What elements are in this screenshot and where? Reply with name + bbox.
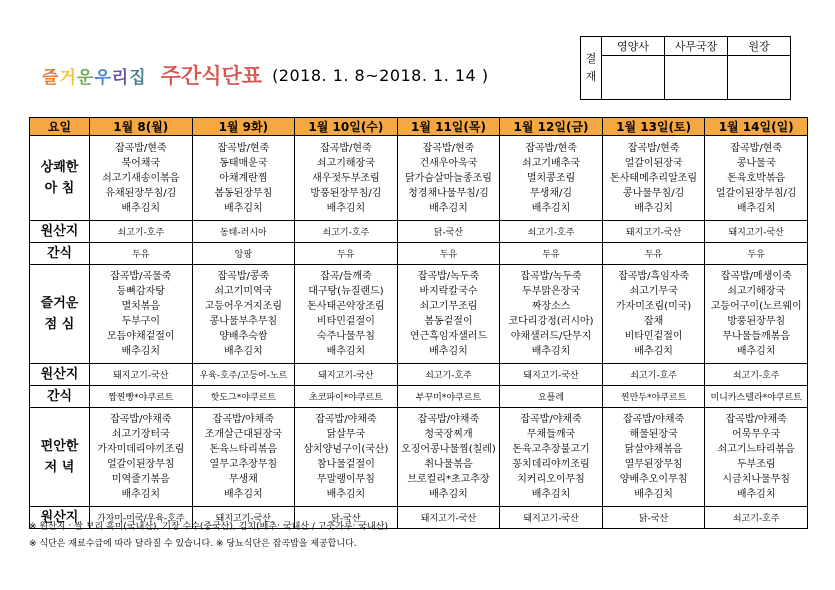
origin-cell: 쇠고기-호주 [397, 364, 500, 386]
menu-item: 대구탕(뉴질랜드) [308, 286, 384, 297]
footnote-notice: ※ 식단은 재료수급에 따라 달라질 수 있습니다. ※ 당뇨식단은 잡곡밥을 제공합니다. [29, 539, 357, 549]
row-label [30, 136, 90, 221]
menu-item: 쇠고기무조림 [419, 301, 478, 312]
column-header-date: 1월 10일(수) [295, 118, 398, 136]
menu-item: 쇠고기장터국 [111, 429, 170, 440]
menu-cell [90, 136, 193, 221]
menu-item: 삼치양념구이(국산) [303, 444, 389, 455]
menu-item: 배추김치 [121, 202, 161, 214]
menu-item: 무생채/김 [530, 187, 573, 199]
menu-item: 양배추숙쌈 [219, 331, 268, 342]
column-header-date: 1월 11일(목) [397, 118, 500, 136]
origin-cell: 쇠고기-호주 [295, 221, 398, 243]
menu-item: 숙주나물무침 [316, 331, 375, 342]
menu-cell [90, 408, 193, 507]
menu-item: 얼갈이된장무침 [106, 459, 175, 470]
menu-item: 배추김치 [429, 346, 468, 357]
row-label: 간식 [30, 386, 90, 408]
menu-item: 배추김치 [429, 202, 468, 214]
origin-cell: 쇠고기-호주 [705, 364, 808, 386]
menu-item: 배추김치 [736, 346, 776, 357]
menu-item: 비타민겉절이 [624, 331, 683, 342]
menu-cell [705, 265, 808, 364]
brand-logo [42, 63, 147, 88]
approval-box [580, 36, 791, 100]
menu-item: 멸치볶음 [121, 301, 161, 312]
menu-item: 돈사태곤약장조림 [307, 301, 385, 312]
brand-letter: 즐 [42, 67, 60, 88]
menu-item: 멸치콩조림 [526, 172, 576, 184]
menu-item: 잡곡밥/녹두죽 [520, 271, 582, 282]
menu-item: 잡곡밥/메생이죽 [720, 271, 792, 282]
menu-item: 잡곡밥/녹두죽 [417, 271, 480, 282]
menu-cell [705, 136, 808, 221]
snack-cell: 두유 [602, 243, 705, 265]
menu-item: 잡곡밥/야채죽 [110, 414, 172, 425]
menu-item: 잡곡밥/흑임자죽 [618, 271, 690, 282]
menu-item: 아채계란찜 [219, 172, 268, 184]
menu-cell [192, 408, 295, 507]
menu-item: 콩나물무침/김 [622, 187, 685, 199]
column-header-day: 요일 [30, 118, 90, 136]
menu-item: 꽁치데리야끼조림 [512, 459, 590, 470]
menu-item: 배추김치 [326, 346, 366, 357]
menu-item: 잡곡밥/곡물죽 [110, 271, 172, 282]
menu-item: 잡곡밥/현죽 [422, 142, 475, 154]
menu-item: 비타민겉절이 [316, 316, 375, 327]
menu-cell [500, 408, 603, 507]
origin-cell: 돼지고기-국산 [705, 221, 808, 243]
menu-cell [397, 136, 500, 221]
column-header-date: 1월 8(월) [90, 118, 193, 136]
menu-item: 청국장찌개 [424, 429, 473, 440]
menu-item: 무나물들깨볶음 [722, 331, 790, 342]
menu-item: 얼갈이된장무침/김 [715, 187, 797, 199]
menu-item: 배추김치 [531, 202, 571, 214]
origin-cell: 가자미-미국/우육-호주 [90, 507, 193, 529]
menu-item: 쇠고기무국 [629, 286, 678, 297]
menu-cell [705, 408, 808, 507]
menu-item: 쇠고기느타리볶음 [717, 444, 795, 455]
origin-cell: 쇠고기-호주 [602, 364, 705, 386]
menu-item: 방풍된장무침/김 [310, 187, 382, 199]
menu-item: 배추김치 [429, 489, 468, 500]
menu-item: 동태매운국 [219, 157, 268, 169]
menu-item: 모듬야채겉절이 [106, 331, 175, 342]
menu-item: 고등어구이(노르웨이 [710, 301, 802, 312]
menu-item: 배추김치 [634, 202, 673, 214]
menu-item: 두부조림 [736, 459, 776, 470]
menu-item: 배추김치 [634, 489, 673, 500]
menu-item: 바지락칼국수 [419, 286, 478, 297]
menu-item: 잡곡밥/현죽 [525, 142, 577, 154]
menu-item: 잡채 [643, 316, 664, 327]
snack-cell: 두유 [295, 243, 398, 265]
menu-item: 열무된장무침 [624, 459, 683, 470]
origin-cell: 쇠고기-호주 [90, 221, 193, 243]
menu-item: 잡곡밥/현죽 [627, 142, 680, 154]
menu-cell [192, 265, 295, 364]
menu-item: 고등어우거지조림 [204, 301, 282, 312]
signature-slot [665, 56, 728, 100]
menu-item: 봄동된장무침 [214, 187, 273, 199]
menu-item: 가자미데리야끼조림 [97, 444, 185, 455]
row-label-line: 즐거운 [40, 296, 79, 311]
origin-cell: 닭-국산 [295, 507, 398, 529]
origin-cell: 닭-국산 [602, 507, 705, 529]
origin-cell: 닭-국산 [397, 221, 500, 243]
menu-item: 배추김치 [224, 346, 263, 357]
menu-item: 잡곡밥/야채죽 [315, 414, 377, 425]
snack-cell: 핫도그*야쿠르트 [192, 386, 295, 408]
menu-item: 콩나물부추무침 [209, 316, 278, 327]
menu-item: 배추김치 [736, 489, 776, 500]
origin-cell: 돼지고기-국산 [602, 221, 705, 243]
menu-item: 얼갈이된장국 [624, 157, 683, 169]
menu-item: 쇠고기새송이볶음 [102, 172, 180, 184]
row-label: 간식 [30, 243, 90, 265]
menu-item: 돈육느타리볶음 [209, 444, 278, 455]
menu-item: 미역줄기볶음 [111, 474, 170, 485]
menu-item: 연근흑임자샐러드 [409, 331, 488, 342]
origin-cell: 쇠고기-호주 [500, 221, 603, 243]
column-header-date: 1월 13일(토) [602, 118, 705, 136]
snack-row [30, 243, 808, 265]
weekly-menu-table [29, 117, 808, 529]
menu-item: 무생채 [228, 474, 258, 485]
menu-item: 콩나물국 [736, 157, 776, 169]
row-label-line: 상쾌한 [40, 160, 79, 175]
signature-slot [602, 56, 665, 100]
snack-cell: 두유 [90, 243, 193, 265]
snack-cell: 두유 [397, 243, 500, 265]
snack-cell: 요플레 [500, 386, 603, 408]
brand-letter: 우 [94, 67, 112, 88]
dinner-row [30, 408, 808, 507]
approval-role-director: 원장 [728, 37, 791, 56]
row-label [30, 265, 90, 364]
menu-item: 돈육고추장불고기 [512, 444, 590, 455]
menu-item: 야채샐러드/단무지 [510, 331, 592, 342]
signature-slot [728, 56, 791, 100]
menu-item: 코다리강정(러시아) [508, 316, 594, 327]
menu-item: 북어채국 [121, 157, 161, 169]
menu-cell [602, 265, 705, 364]
menu-item: 짜장소스 [531, 301, 571, 312]
row-label: 원산지 [30, 364, 90, 386]
lunch-row [30, 265, 808, 364]
origin-row [30, 364, 808, 386]
menu-cell [397, 265, 500, 364]
menu-item: 배추김치 [736, 202, 776, 214]
menu-item: 두부맑은장국 [522, 286, 581, 297]
menu-item: 해물된장국 [629, 429, 678, 440]
menu-item: 건새우아욱국 [419, 157, 478, 169]
menu-item: 잡곡밥/현죽 [217, 142, 270, 154]
menu-item: 닭살무국 [326, 429, 366, 440]
row-label-line: 편안한 [40, 439, 79, 454]
menu-item: 잡곡밥/야채죽 [212, 414, 275, 425]
menu-item: 봄동겉절이 [424, 316, 473, 327]
menu-item: 배추김치 [326, 202, 366, 214]
snack-cell: 두유 [705, 243, 808, 265]
menu-item: 닭살야채볶음 [624, 444, 683, 455]
menu-item: 쇠고기미역국 [214, 286, 273, 297]
snack-cell: 부꾸미*야쿠르트 [397, 386, 500, 408]
menu-item: 두부구이 [121, 316, 161, 327]
column-header-date: 1월 12일(금) [500, 118, 603, 136]
row-label: 원산지 [30, 221, 90, 243]
menu-item: 조개살근대된장국 [204, 429, 282, 440]
footnote-origin: ※ 원산지 : 쌀 보리 흑미(국내산), 기장 수수(중국산), 김치(배추: 국내산 / 고춧가루: 국내산) [29, 522, 388, 532]
menu-cell [90, 265, 193, 364]
menu-cell [295, 265, 398, 364]
breakfast-row [30, 136, 808, 221]
origin-cell: 돼지고기-국산 [295, 364, 398, 386]
origin-row [30, 221, 808, 243]
menu-item: 취나물볶음 [424, 459, 473, 470]
origin-cell: 돼지고기-국산 [500, 364, 603, 386]
brand-letter: 리 [111, 67, 130, 88]
menu-cell [602, 136, 705, 221]
origin-cell: 돼지고기-국산 [500, 507, 603, 529]
menu-item: 돈육호박볶음 [727, 172, 786, 184]
menu-cell [295, 136, 398, 221]
menu-cell [295, 408, 398, 507]
title-area [42, 60, 489, 90]
approval-label: 결 재 [581, 37, 602, 100]
date-range: (2018. 1. 8~2018. 1. 14 ) [272, 65, 489, 85]
menu-item: 배추김치 [224, 202, 263, 214]
menu-item: 유채된장무침/김 [105, 187, 177, 199]
menu-item: 시금치나물무침 [722, 474, 790, 485]
row-label-line: 저 녁 [44, 460, 75, 475]
menu-cell [500, 265, 603, 364]
menu-item: 무말랭이무침 [316, 474, 375, 485]
menu-item: 가자미조림(미국) [615, 301, 692, 312]
menu-item: 배추김치 [531, 346, 571, 357]
menu-item: 배추김치 [326, 489, 366, 500]
menu-item: 배추김치 [224, 489, 263, 500]
menu-item: 양배추오이무침 [619, 474, 688, 485]
menu-item: 치커리오이무침 [517, 474, 585, 485]
menu-item: 배추김치 [531, 489, 571, 500]
origin-cell: 우육-호주/고등어-노르 [192, 364, 295, 386]
column-header-date: 1월 9화) [192, 118, 295, 136]
snack-cell: 짭찐빵*야쿠르트 [90, 386, 193, 408]
menu-item: 어묵무우국 [732, 429, 781, 440]
row-label [30, 408, 90, 507]
menu-item: 잡곡밥/야채죽 [417, 414, 480, 425]
menu-item: 잡곡밥/콩죽 [217, 271, 270, 282]
menu-item: 쇠고기해장국 [727, 286, 786, 297]
origin-cell: 돼지고기-국산 [90, 364, 193, 386]
menu-item: 새우젓두부조림 [312, 172, 380, 184]
snack-cell: 앙팡 [192, 243, 295, 265]
approval-role-dietitian: 영양사 [602, 37, 665, 56]
menu-cell [397, 408, 500, 507]
menu-item: 닭가슴살마늘종조림 [404, 172, 492, 184]
menu-item: 등뼈감자탕 [116, 286, 165, 297]
menu-item: 잡곡밥/현죽 [730, 142, 783, 154]
brand-letter: 집 [129, 67, 147, 88]
menu-item: 잡곡밥/야채죽 [520, 414, 582, 425]
menu-item: 배추김치 [121, 489, 161, 500]
menu-item: 쇠고기해장국 [316, 157, 375, 169]
menu-item: 잡곡/들깨죽 [320, 271, 372, 282]
menu-item: 돈사태메추리알조림 [610, 172, 698, 184]
menu-item: 잡곡밥/현죽 [320, 142, 372, 154]
brand-letter: 운 [76, 67, 95, 88]
approval-role-manager: 사무국장 [665, 37, 728, 56]
menu-item: 배추김치 [121, 346, 161, 357]
row-label: 원산지 [30, 507, 90, 529]
origin-cell: 돼지고기-국산 [397, 507, 500, 529]
menu-item: 잡곡밥/야채죽 [622, 414, 685, 425]
menu-item: 참나물겉절이 [316, 459, 375, 470]
snack-cell: 찐만두*야쿠르트 [602, 386, 705, 408]
page-title: 주간식단표 [160, 64, 263, 88]
snack-row [30, 386, 808, 408]
menu-item: 무채들깨국 [526, 429, 576, 440]
row-label-line: 아 침 [44, 181, 75, 196]
snack-cell: 미니카스텔라*야쿠르트 [705, 386, 808, 408]
menu-cell [192, 136, 295, 221]
menu-item: 잡곡밥/야채죽 [725, 414, 787, 425]
snack-cell: 두유 [500, 243, 603, 265]
origin-cell: 쇠고기-호주 [705, 507, 808, 529]
menu-item: 열무고추장무침 [209, 459, 278, 470]
origin-cell: 돼지고기-국산 [192, 507, 295, 529]
header-row [30, 118, 808, 136]
menu-item: 청경채나물무침/김 [408, 187, 489, 199]
origin-cell: 동태-러시아 [192, 221, 295, 243]
snack-cell: 초코파이*야쿠르트 [295, 386, 398, 408]
menu-cell [602, 408, 705, 507]
row-label-line: 점 심 [44, 317, 75, 332]
column-header-date: 1월 14일(일) [705, 118, 808, 136]
menu-item: 쇠고기배추국 [522, 157, 581, 169]
menu-item: 방풍된장무침 [727, 316, 786, 327]
menu-item: 잡곡밥/현죽 [114, 142, 167, 154]
menu-item: 오징어콩나물찜(칠레) [401, 444, 496, 455]
menu-cell [500, 136, 603, 221]
menu-item: 브로컬리*초고추장 [407, 474, 490, 485]
menu-item: 배추김치 [634, 346, 673, 357]
brand-letter: 거 [59, 67, 77, 88]
